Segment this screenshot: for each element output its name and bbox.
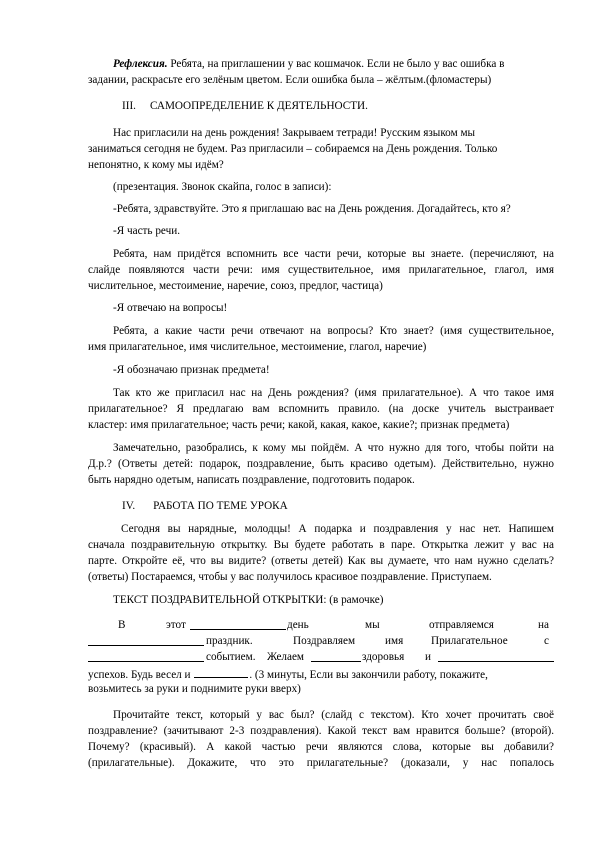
paragraph-7-line-2: имя прилагательное, имя числительное, местоимение, глагол, наречие) bbox=[88, 341, 427, 353]
section-3-heading: III. САМООПРЕДЕЛЕНИЕ К ДЕЯТЕЛЬНОСТИ. bbox=[122, 100, 368, 112]
paragraph-12-line-3: Почему? (красивый). А какой частью речи являются слова, которые вы добавили? bbox=[88, 741, 554, 753]
paragraph-11-line-1: Сегодня вы нарядные, молодцы! А подарка и поздравления у нас нет. Напишем bbox=[121, 523, 554, 535]
paragraph-2: (презентация. Звонок скайпа, голос в записи): bbox=[113, 181, 332, 193]
paragraph-6: -Я отвечаю на вопросы! bbox=[113, 302, 228, 314]
paragraph-10-line-1: Замечательно, разобрались, к кому мы пойдём. А что нужно для того, чтобы пойти на bbox=[113, 442, 554, 454]
paragraph-12-line-2: поздравление? (зачитывают 2-3 поздравления). Какой текст вам нравится больше? (второй). bbox=[88, 725, 554, 737]
blank-3 bbox=[88, 651, 204, 662]
blank-6 bbox=[194, 667, 248, 678]
paragraph-10-line-3: быть нарядно одетым, написать поздравление, подготовить подарок. bbox=[88, 474, 415, 486]
paragraph-7-line-1: Ребята, а какие части речи отвечают на вопросы? Кто знает? (имя существительное, bbox=[113, 325, 554, 337]
blank-2 bbox=[88, 635, 204, 646]
paragraph-9-line-1: Так кто же пригласил нас на День рождения? (имя прилагательное). А что такое имя bbox=[113, 387, 554, 399]
paragraph-5-line-1: Ребята, нам придётся вспомнить все части речи, которые вы знаете. (перечисляют, на bbox=[113, 248, 554, 260]
document-page: Рефлексия. Ребята, на приглашении у вас кошмачок. Если не было у вас ошибка в задании, раскрасьте его зелёным цветом. Если ошибка была – жёлтым.(фломастеры) III. САМООПРЕДЕЛЕНИЕ К ДЕЯТЕЛЬНОСТИ. Нас пригласили на день рождения! Закрываем тетради! Русским языком мы заниматься сегодня не будем. Раз пригласили – собираемся на День рождения. Только непонятно, к кому мы идём? (презентация. Звонок скайпа, голос в записи): -Ребята, здравствуйте. Это я приглашаю вас на День рождения. Догадайтесь, кто я? -Я часть речи. Ребята, нам придётся вспомнить все части речи, которые вы знаете. (перечисляют, на слайде появляются части речи: имя существительное, имя прилагательное, глагол, имя числительное, местоимение, наречие, союз, предлог, частица) -Я отвечаю на вопросы! Ребята, а какие части речи отвечают на вопросы? Кто знает? (имя существительное, имя прилагательное, имя числительное, местоимение, глагол, наречие) -Я обозначаю признак предмета! Так кто же пригласил нас на День рождения? (имя прилагательное). А что такое имя прилагательное? Я предлагаю вам вспомнить правило. (на доске учитель выстраивает кластер: имя прилагательное; часть речи; какой, какая, какое, какие?; признак предмета) Замечательно, разобрались, к кому мы пойдём. А что нужно для того, чтобы пойти на Д.р.? (Ответы детей: подарок, поздравление, быть красиво одетым). Действительно, нужно быть нарядно одетым, написать поздравление, подготовить подарок. IV. РАБОТА ПО ТЕМЕ УРОКА Сегодня вы нарядные, молодцы! А подарка и поздравления у нас нет. Напишем сначала поздравительную открытку. Вы будете работать в паре. Открытка лежит у вас на парте. Откройте её, что вы видите? (ответы детей) Как вы думаете, что нам нужно сделать? (ответы) Постараемся, чтобы у вас получилось красивое поздравление. Приступаем. ТЕКСТ ПОЗДРАВИТЕЛЬНОЙ ОТКРЫТКИ: (в рамочке) В этот день мы отправляемся на праздник. Поздравляем имя Прилагательное с событием. Желаем здоровья и успехов. Будь весел и . (3 минуты, Если вы закончили работу, покажите, возьмитесь за руки и поднимите руки вверх) Прочитайте текст, который у вас был? (слайд с текстом). Кто хочет прочитать своё поздравление? (зачитывают 2-3 поздравления). Какой текст вам нравится больше? (второй). Почему? (красивый). А какой частью речи являются слова, которые вы добавили? (прилагательные). Докажите, что это прилагательные? (доказали, у нас попалось bbox=[0, 0, 595, 842]
paragraph-1-line-2: заниматься сегодня не будем. Раз пригласили – собираемся на День рождения. Только bbox=[88, 143, 498, 155]
reflection-line-2: задании, раскрасьте его зелёным цветом. Если ошибка была – жёлтым.(фломастеры) bbox=[88, 74, 492, 86]
card-line-5: возьмитесь за руки и поднимите руки вверх) bbox=[88, 683, 301, 695]
paragraph-12-line-4: (прилагательные). Докажите, что это прилагательные? (доказали, у нас попалось bbox=[88, 757, 554, 769]
card-title: ТЕКСТ ПОЗДРАВИТЕЛЬНОЙ ОТКРЫТКИ: (в рамочке) bbox=[113, 594, 384, 606]
paragraph-11-line-3: парте. Откройте её, что вы видите? (ответы детей) Как вы думаете, что нам нужно сделать? bbox=[88, 555, 554, 567]
blank-4 bbox=[311, 651, 361, 662]
reflection-line-1: Рефлексия. Ребята, на приглашении у вас кошмачок. Если не было у вас ошибка в bbox=[113, 58, 505, 70]
paragraph-4: -Я часть речи. bbox=[113, 225, 181, 237]
paragraph-3: -Ребята, здравствуйте. Это я приглашаю вас на День рождения. Догадайтесь, кто я? bbox=[113, 203, 511, 215]
paragraph-5-line-3: числительное, местоимение, наречие, союз, предлог, частица) bbox=[88, 280, 383, 292]
blank-1 bbox=[190, 619, 286, 630]
section-4-heading: IV. РАБОТА ПО ТЕМЕ УРОКА bbox=[122, 500, 288, 512]
paragraph-11-line-2: сначала поздравительную открытку. Вы будете работать в паре. Открытка лежит у вас на bbox=[88, 539, 554, 551]
paragraph-8: -Я обозначаю признак предмета! bbox=[113, 364, 270, 376]
paragraph-12-line-1: Прочитайте текст, который у вас был? (слайд с текстом). Кто хочет прочитать своё bbox=[113, 709, 554, 721]
paragraph-1-line-3: непонятно, к кому мы идём? bbox=[88, 159, 224, 171]
paragraph-9-line-3: кластер: имя прилагательное; часть речи; какой, какая, какое, какие?; признак предмета) bbox=[88, 419, 510, 431]
reflection-label: Рефлексия. bbox=[113, 58, 168, 70]
paragraph-10-line-2: Д.р.? (Ответы детей: подарок, поздравление, быть красиво одетым). Действительно, нужно bbox=[88, 458, 554, 470]
card-line-4: успехов. Будь весел и . (3 минуты, Если вы закончили работу, покажите, bbox=[88, 669, 488, 681]
blank-5 bbox=[438, 651, 554, 662]
paragraph-5-line-2: слайде появляются части речи: имя существительное, имя прилагательное, глагол, имя bbox=[88, 264, 554, 276]
paragraph-1-line-1: Нас пригласили на день рождения! Закрываем тетради! Русским языком мы bbox=[113, 127, 476, 139]
paragraph-11-line-4: (ответы) Постараемся, чтобы у вас получилось красивое поздравление. Приступаем. bbox=[88, 571, 492, 583]
paragraph-9-line-2: прилагательное? Я предлагаю вам вспомнить правило. (на доске учитель выстраивает bbox=[88, 403, 554, 415]
